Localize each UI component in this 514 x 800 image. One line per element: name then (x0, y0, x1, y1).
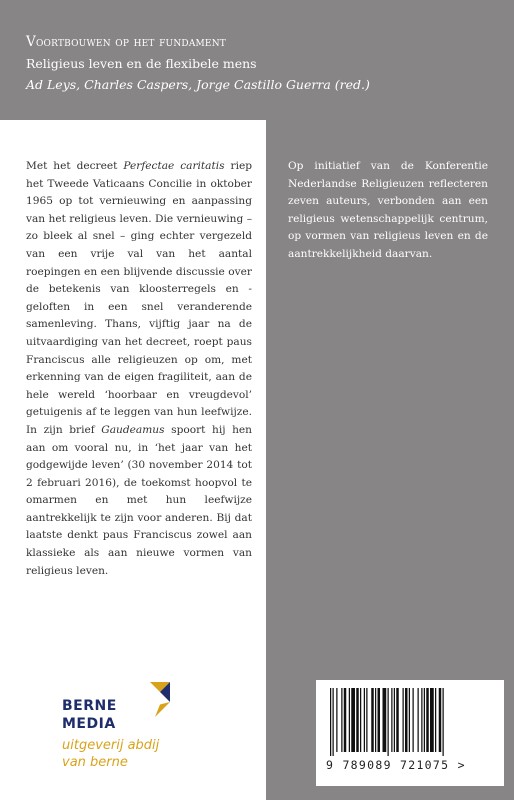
barcode-bar (418, 688, 419, 752)
barcode-bar (426, 688, 429, 752)
barcode-bar (443, 688, 444, 756)
logo-tagline-2: van berne (62, 755, 128, 770)
barcode-bar (391, 688, 392, 752)
barcode-bar (378, 688, 381, 752)
barcode-bar (394, 688, 395, 752)
barcode-bar (403, 688, 404, 752)
blurb-text-2: riep het Tweede Vaticaans Concilie in oktober 1965 op tot vernieuwing en aanpassing van het religieus leven. Die vernieuwing – zo bleek al snel – ging echter vergezeld van een vrije val van het aantal roepingen en een blijvende discussie over de betekenis van kloosterregels en -geloften in een snel veranderende samenleving. Thans, vijftig jaar na de uitvaardiging van het decreet, roept paus Franciscus alle religieuzen op om, met erkenning van de eigen fragiliteit, aan de hele wereld ‘hoorbaar en vreugdevol’ getuigenis af te leggen van hun leefwijze. In zijn brief (26, 160, 253, 436)
barcode-bar (421, 688, 422, 752)
logo-line-media: MEDIA (62, 716, 116, 732)
book-title: Voortbouwen op het fundament (26, 34, 226, 50)
barcode-bar (336, 688, 337, 752)
blurb-italic-title-2: Gaudeamus (101, 423, 165, 436)
blurb-paragraph (26, 158, 252, 580)
barcode-bar (388, 688, 389, 756)
logo-tagline-1: uitgeverij abdij (62, 738, 160, 753)
barcode (316, 680, 504, 786)
barcode-bar (333, 688, 334, 756)
logo-line-berne: BERNE (62, 698, 117, 714)
barcode-bar (375, 688, 376, 752)
barcode-bar (405, 688, 408, 752)
barcode-bar (413, 688, 414, 752)
berne-logo-mark-icon (140, 672, 200, 732)
barcode-bar (360, 688, 361, 752)
barcode-bar (371, 688, 374, 752)
barcode-bar (356, 688, 359, 752)
blurb-text-1: Met het decreet (26, 160, 124, 172)
barcode-digits: 9 789089 721075 > (326, 758, 466, 772)
barcode-bar (349, 688, 350, 752)
blurb-italic-title-1: Perfectae caritatis (123, 160, 225, 172)
barcode-bars-icon (328, 688, 492, 756)
barcode-bar (341, 688, 342, 752)
book-authors: Ad Leys, Charles Caspers, Jorge Castillo Guerra (red.) (26, 77, 370, 92)
barcode-bar (366, 688, 367, 752)
barcode-bar (435, 688, 436, 752)
barcode-bar (409, 688, 410, 752)
book-subtitle: Religieus leven en de flexibele mens (26, 56, 257, 71)
barcode-bar (351, 688, 355, 752)
barcode-bar (396, 688, 399, 752)
barcode-bar (430, 688, 434, 752)
barcode-bar (424, 688, 425, 752)
barcode-bar (383, 688, 387, 752)
barcode-bar (330, 688, 331, 756)
barcode-bar (344, 688, 347, 752)
barcode-bar (364, 688, 365, 752)
side-paragraph: Op initiatief van de Konferentie Nederlandse Religieuzen reflecteren zeven auteurs, verbonden aan een religieus wetenschappelijk centrum, op vormen van religieus leven en de aantrekkelijkheid daarvan. (288, 160, 488, 260)
barcode-bar (439, 688, 442, 752)
blurb-text-3: spoort hij hen aan om vooral nu, in ‘het jaar van het godgewijde leven’ (30 november 2014 tot 2 februari 2016), de toekomst hoopvol te omarmen en met hun leefwijze aantrekkelijk te zijn voor anderen. Bij dat laatste denkt paus Franciscus zowel aan klassieke als aan nieuwe vormen van religieus leven. (26, 423, 252, 577)
cover-header (0, 0, 514, 120)
